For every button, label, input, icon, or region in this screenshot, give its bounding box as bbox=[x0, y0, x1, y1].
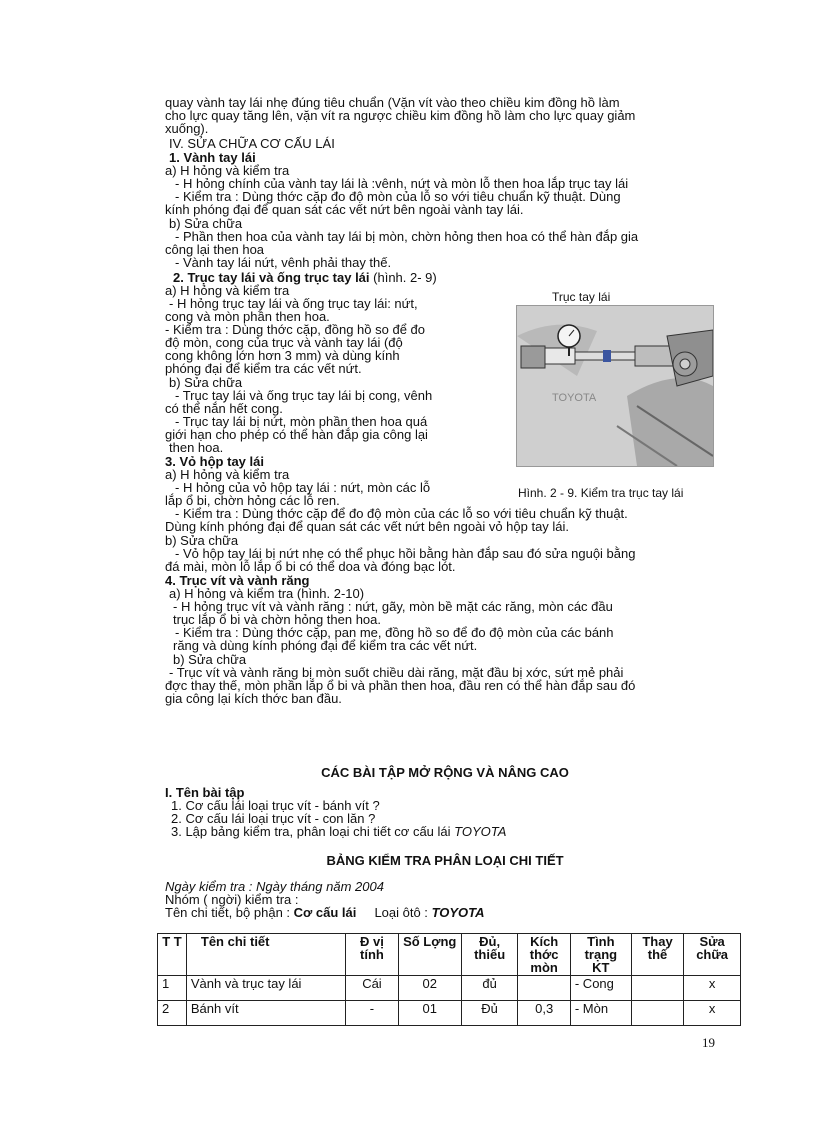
text-line: đá mài, mòn lỗ lắp ổ bi có thể doa và đóng bạc lót. bbox=[165, 559, 456, 574]
subsection-heading: 2. Trục tay lái và ống trục tay lái (hình. 2- 9) bbox=[173, 270, 437, 285]
text-line: - Trục tay lái và ống trục tay lái bị cong, vênh bbox=[175, 388, 433, 403]
column-header: Đ vị tính bbox=[346, 934, 398, 976]
table-cell bbox=[518, 976, 570, 1001]
text-line: - Trục vít và vành răng bị mòn suốt chiều dài răng, mặt đầu bị xớc, sứt mẻ phải bbox=[169, 665, 624, 680]
text-line: - Kiểm tra : Dùng thớc cặp để đo độ mòn của các lỗ so với tiêu chuẩn kỹ thuật. bbox=[175, 506, 628, 521]
text-line: then hoa. bbox=[169, 440, 224, 455]
table-cell: - Mòn bbox=[570, 1001, 631, 1026]
table-cell: Cái bbox=[346, 976, 398, 1001]
text-line: quay vành tay lái nhẹ đúng tiêu chuẩn (Vặn vít vào theo chiều kim đồng hồ làm bbox=[165, 95, 620, 110]
steering-shaft-illustration bbox=[517, 306, 713, 466]
section-heading: IV. SỬA CHỮA CƠ CẤU LÁI bbox=[169, 136, 335, 151]
table-cell: 2 bbox=[158, 1001, 187, 1026]
page-number: 19 bbox=[702, 1035, 715, 1050]
text-line: - H hỏng trục vít và vành răng : nứt, gãy, mòn bề mặt các răng, mòn các đầu bbox=[173, 599, 613, 614]
text-line: trục lắp ổ bi và chờn hỏng then hoa. bbox=[173, 612, 381, 627]
table-cell bbox=[631, 976, 683, 1001]
text-line: a) H hỏng và kiểm tra bbox=[165, 283, 290, 298]
table-title: BẢNG KIỂM TRA PHÂN LOẠI CHI TIẾT bbox=[326, 853, 564, 868]
table-cell: Vành và trục tay lái bbox=[186, 976, 345, 1001]
table-cell: đủ bbox=[461, 976, 518, 1001]
column-header: Tình trạng KT bbox=[570, 934, 631, 976]
text-line: a) H hỏng và kiểm tra bbox=[165, 467, 290, 482]
text-line: xuống). bbox=[165, 121, 209, 136]
column-header: Đủ, thiếu bbox=[461, 934, 518, 976]
text-line: a) H hỏng và kiểm tra (hình. 2-10) bbox=[169, 586, 365, 601]
text-line: cong không lớn hơn 3 mm) và dùng kính bbox=[165, 348, 400, 363]
subsection-heading: 3. Vỏ hộp tay lái bbox=[165, 454, 264, 469]
table-cell: 1 bbox=[158, 976, 187, 1001]
inspection-group: Nhóm ( ngời) kiểm tra : bbox=[165, 892, 299, 907]
text-line: gia công lại kích thớc ban đầu. bbox=[165, 691, 342, 706]
table-cell: - Cong bbox=[570, 976, 631, 1001]
table-cell: Bánh vít bbox=[186, 1001, 345, 1026]
text-line: - H hỏng chính của vành tay lái là :vênh, nứt và mòn lỗ then hoa lắp trục tay lái bbox=[175, 176, 629, 191]
exercise-item: 2. Cơ cấu lái loại trục vít - con lăn ? bbox=[171, 811, 376, 826]
text-line: kính phóng đại để quan sát các vết nứt bên ngoài vành tay lái. bbox=[165, 202, 524, 217]
text-line: - H hỏng trục tay lái và ống trục tay lái: nứt, bbox=[169, 296, 418, 311]
part-info: Tên chi tiết, bộ phận : Cơ cấu lái Loại ôtô : TOYOTA bbox=[165, 905, 485, 920]
text-line: - Kiểm tra : Dùng thớc cặp, pan me, đồng hồ so để đo độ mòn của các bánh bbox=[175, 625, 614, 640]
text-line: b) Sửa chữa bbox=[169, 375, 243, 390]
text-line: - Trục tay lái bị nứt, mòn phần then hoa quá bbox=[175, 414, 428, 429]
table-cell: 0,3 bbox=[518, 1001, 570, 1026]
exercise-item: 3. Lập bảng kiểm tra, phân loại chi tiết cơ cấu lái TOYOTA bbox=[171, 824, 507, 839]
table-row bbox=[158, 1001, 741, 1026]
text-line: - H hỏng của vỏ hộp tay lái : nứt, mòn các lỗ bbox=[175, 480, 431, 495]
text-line: giới hạn cho phép có thể hàn đắp gia công lại bbox=[165, 427, 428, 442]
table-cell bbox=[631, 1001, 683, 1026]
text-line: răng và dùng kính phóng đại để kiểm tra các vết nứt. bbox=[173, 638, 478, 653]
text-line: Dùng kính phóng đại để quan sát các vết nứt bên ngoài vỏ hộp tay lái. bbox=[165, 519, 570, 534]
text-line: đợc thay thế, mòn phần lắp ổ bi và phần then hoa, đầu ren có thể hàn đắp sau đó bbox=[165, 678, 636, 693]
text-line: cho lực quay tăng lên, vặn vít ra ngược chiều kim đồng hồ làm cho lực quay giảm bbox=[165, 108, 636, 123]
text-line: - Vỏ hộp tay lái bị nứt nhẹ có thể phục hồi bằng hàn đắp sau đó sửa nguội bằng bbox=[175, 546, 636, 561]
column-header: Sửa chữa bbox=[684, 934, 741, 976]
text-line: phóng đại để kiểm tra các vết nứt. bbox=[165, 361, 362, 376]
exercise-title: CÁC BÀI TẬP MỞ RỘNG VÀ NÂNG CAO bbox=[321, 765, 569, 780]
subsection-heading: 1. Vành tay lái bbox=[169, 150, 256, 165]
subsection-heading: 4. Trục vít và vành răng bbox=[165, 573, 310, 588]
column-header: Tên chi tiết bbox=[186, 934, 345, 976]
text-line: - Kiểm tra : Dùng thớc cặp đo độ mòn của lỗ so với tiêu chuẩn kỹ thuật. Dùng bbox=[175, 189, 621, 204]
exercise-item: 1. Cơ cấu lái loại trục vít - bánh vít ? bbox=[171, 798, 380, 813]
text-line: lắp ổ bi, chờn hỏng các lỗ ren. bbox=[165, 493, 340, 508]
text-line: công lại then hoa bbox=[165, 242, 265, 257]
text-line: b) Sửa chữa bbox=[165, 533, 239, 548]
column-header: T T bbox=[158, 934, 187, 976]
column-header: Kích thớc mòn bbox=[518, 934, 570, 976]
steering-shaft-figure bbox=[516, 305, 714, 467]
figure-caption: Hình. 2 - 9. Kiểm tra trục tay lái bbox=[518, 486, 684, 500]
table-cell: Đủ bbox=[461, 1001, 518, 1026]
text-line: - Phần then hoa của vành tay lái bị mòn, chờn hỏng then hoa có thể hàn đắp gia bbox=[175, 229, 639, 244]
text-line: a) H hỏng và kiểm tra bbox=[165, 163, 290, 178]
text-line: cong và mòn phần then hoa. bbox=[165, 309, 330, 324]
text-line: - Vành tay lái nứt, vênh phải thay thế. bbox=[175, 255, 392, 270]
table-row bbox=[158, 976, 741, 1001]
svg-text:TOYOTA: TOYOTA bbox=[552, 392, 597, 404]
exercise-section-heading: I. Tên bài tập bbox=[165, 785, 245, 800]
text-line: độ mòn, cong của trục và vành tay lái (độ bbox=[165, 335, 403, 350]
table-cell: x bbox=[684, 976, 741, 1001]
table-cell: x bbox=[684, 1001, 741, 1026]
inspection-date: Ngày kiểm tra : Ngày tháng năm 2004 bbox=[165, 879, 384, 894]
table-cell: - bbox=[346, 1001, 398, 1026]
text-line: b) Sửa chữa bbox=[173, 652, 247, 667]
text-line: b) Sửa chữa bbox=[169, 216, 243, 231]
table-header-row bbox=[158, 934, 741, 976]
inspection-table bbox=[157, 933, 741, 1026]
column-header: Số Lợng bbox=[398, 934, 461, 976]
column-header: Thay thế bbox=[631, 934, 683, 976]
text-line: có thể nắn hết cong. bbox=[165, 401, 283, 416]
table-cell: 01 bbox=[398, 1001, 461, 1026]
text-line: - Kiểm tra : Dùng thớc cặp, đồng hồ so để đo bbox=[165, 322, 426, 337]
table-cell: 02 bbox=[398, 976, 461, 1001]
figure-label: Trục tay lái bbox=[552, 290, 611, 304]
